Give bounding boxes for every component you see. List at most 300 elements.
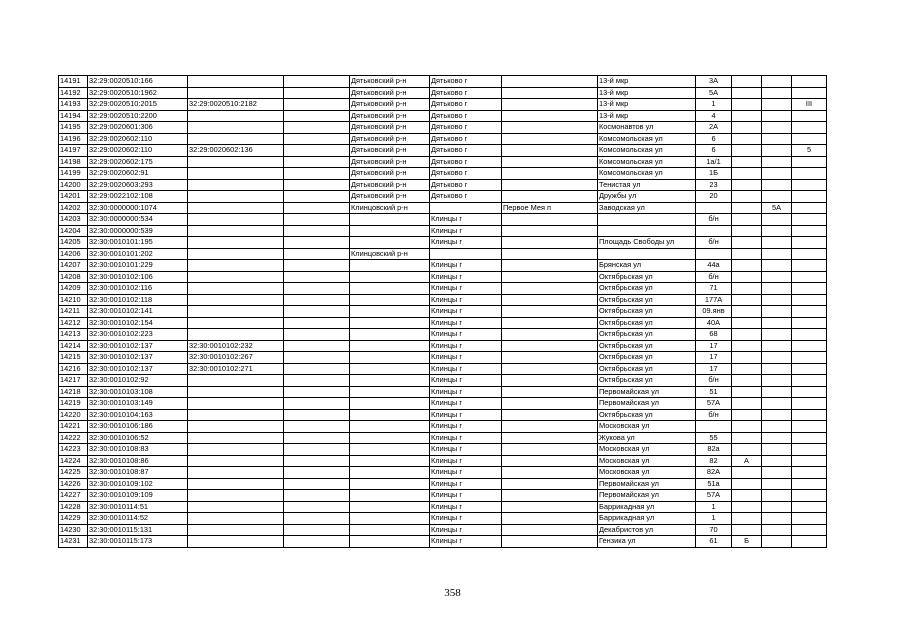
table-cell (502, 87, 598, 99)
table-cell (732, 467, 762, 479)
table-cell (284, 340, 350, 352)
table-cell (284, 122, 350, 134)
table-cell (284, 478, 350, 490)
table-cell (188, 76, 284, 88)
table-cell: 32:30:0000000:534 (88, 214, 188, 226)
table-row (59, 225, 827, 237)
table-cell (188, 202, 284, 214)
table-cell (350, 225, 430, 237)
table-cell: Комсомольская ул (598, 168, 696, 180)
table-cell (188, 329, 284, 341)
table-cell (284, 283, 350, 295)
table-row (59, 317, 827, 329)
table-cell: 57А (696, 398, 732, 410)
table-cell (732, 202, 762, 214)
table-cell: б/н (696, 271, 732, 283)
table-cell (502, 398, 598, 410)
table-cell: 14209 (59, 283, 88, 295)
table-cell (598, 248, 696, 260)
table-cell: 32:29:0020602:136 (188, 145, 284, 157)
table-cell (284, 363, 350, 375)
table-cell (502, 536, 598, 548)
table-cell (502, 363, 598, 375)
table-cell (762, 271, 792, 283)
table-cell (696, 421, 732, 433)
table-cell (188, 271, 284, 283)
table-cell: 32:30:0010102:271 (188, 363, 284, 375)
table-cell (792, 340, 827, 352)
table-cell (188, 409, 284, 421)
table-cell: Клинцы г (430, 432, 502, 444)
table-cell (502, 271, 598, 283)
table-cell (284, 490, 350, 502)
table-cell (350, 455, 430, 467)
table-cell: Баррикадная ул (598, 501, 696, 513)
cadastral-table (58, 75, 827, 548)
table-cell: 1 (696, 99, 732, 111)
table-cell (284, 168, 350, 180)
table-cell (696, 225, 732, 237)
table-cell (792, 156, 827, 168)
table-cell (792, 490, 827, 502)
table-cell: Клинцы г (430, 536, 502, 548)
table-cell (732, 352, 762, 364)
table-cell (188, 490, 284, 502)
table-cell (350, 237, 430, 249)
table-row (59, 432, 827, 444)
table-cell: 32:30:0010114:51 (88, 501, 188, 513)
table-cell (188, 283, 284, 295)
table-cell (284, 214, 350, 226)
table-cell: 14194 (59, 110, 88, 122)
table-cell: Тенистая ул (598, 179, 696, 191)
table-cell: 6 (696, 133, 732, 145)
table-cell (732, 168, 762, 180)
table-cell: 14228 (59, 501, 88, 513)
table-cell (350, 375, 430, 387)
table-cell: 14224 (59, 455, 88, 467)
table-cell (792, 421, 827, 433)
table-cell (284, 536, 350, 548)
table-cell: 32:29:0020603:293 (88, 179, 188, 191)
table-cell (188, 87, 284, 99)
table-cell: 32:29:0020602:91 (88, 168, 188, 180)
table-cell (350, 386, 430, 398)
table-cell: Клинцовский р-н (350, 202, 430, 214)
table-cell: 32:30:0010115:131 (88, 524, 188, 536)
table-cell (792, 352, 827, 364)
table-cell: Дятьковский р-н (350, 76, 430, 88)
table-cell (284, 444, 350, 456)
table-cell: 3А (696, 76, 732, 88)
table-cell (762, 133, 792, 145)
table-cell: 14210 (59, 294, 88, 306)
table-cell: Дятьково г (430, 133, 502, 145)
table-cell: Клинцы г (430, 260, 502, 272)
table-cell (188, 248, 284, 260)
table-cell (502, 225, 598, 237)
table-cell (792, 317, 827, 329)
table-cell (762, 352, 792, 364)
table-cell (732, 99, 762, 111)
table-cell: Клинцы г (430, 455, 502, 467)
table-cell (284, 191, 350, 203)
table-cell (792, 271, 827, 283)
table-cell (762, 214, 792, 226)
table-cell: 55 (696, 432, 732, 444)
table-cell: 14201 (59, 191, 88, 203)
table-cell (188, 122, 284, 134)
table-cell (792, 524, 827, 536)
table-cell: Клинцы г (430, 271, 502, 283)
table-cell (350, 271, 430, 283)
table-cell (762, 490, 792, 502)
table-cell: Гензика ул (598, 536, 696, 548)
table-cell (792, 87, 827, 99)
table-cell (350, 409, 430, 421)
table-cell: Дятьково г (430, 179, 502, 191)
table-cell: Октябрьская ул (598, 363, 696, 375)
table-cell (284, 409, 350, 421)
table-cell (502, 306, 598, 318)
table-cell (284, 501, 350, 513)
table-cell (732, 501, 762, 513)
table-cell (732, 133, 762, 145)
table-cell: 14200 (59, 179, 88, 191)
table-cell (502, 455, 598, 467)
table-row (59, 99, 827, 111)
table-cell: 32:30:0000000:539 (88, 225, 188, 237)
table-cell: 14218 (59, 386, 88, 398)
table-cell: 5А (696, 87, 732, 99)
table-cell: 32:30:0010108:83 (88, 444, 188, 456)
table-cell: Клинцы г (430, 421, 502, 433)
table-cell: Клинцы г (430, 237, 502, 249)
table-cell (502, 294, 598, 306)
table-cell: 14195 (59, 122, 88, 134)
table-row (59, 179, 827, 191)
table-cell (792, 329, 827, 341)
table-cell (350, 260, 430, 272)
table-cell: 32:30:0010102:137 (88, 363, 188, 375)
table-cell: Клинцы г (430, 501, 502, 513)
table-cell: Октябрьская ул (598, 271, 696, 283)
table-cell (792, 444, 827, 456)
table-cell (792, 214, 827, 226)
table-cell: 32:30:0010101:229 (88, 260, 188, 272)
table-cell: Дятьковский р-н (350, 110, 430, 122)
table-cell (762, 283, 792, 295)
table-cell (350, 294, 430, 306)
table-cell (732, 317, 762, 329)
table-cell (792, 409, 827, 421)
table-cell: 32:29:0020510:2182 (188, 99, 284, 111)
table-cell (188, 260, 284, 272)
table-cell (792, 386, 827, 398)
table-row (59, 191, 827, 203)
table-cell: 32:30:0010109:109 (88, 490, 188, 502)
table-cell (732, 179, 762, 191)
table-cell (762, 536, 792, 548)
table-cell: Клинцы г (430, 363, 502, 375)
table-cell: 32:30:0010102:141 (88, 306, 188, 318)
table-cell: Клинцы г (430, 340, 502, 352)
table-cell (284, 202, 350, 214)
table-cell: 14192 (59, 87, 88, 99)
table-cell (732, 490, 762, 502)
table-cell (350, 490, 430, 502)
table-cell (350, 329, 430, 341)
table-cell (188, 110, 284, 122)
table-cell (350, 524, 430, 536)
table-cell (732, 225, 762, 237)
table-cell (792, 398, 827, 410)
table-cell (792, 283, 827, 295)
table-cell: Дятьково г (430, 110, 502, 122)
table-cell (732, 306, 762, 318)
table-cell: Дятьковский р-н (350, 122, 430, 134)
table-cell (188, 513, 284, 525)
table-cell (350, 283, 430, 295)
table-cell: 71 (696, 283, 732, 295)
table-cell: 51 (696, 386, 732, 398)
table-cell (792, 260, 827, 272)
table-cell (284, 110, 350, 122)
table-cell: Дятьково г (430, 76, 502, 88)
table-cell: 14220 (59, 409, 88, 421)
table-cell: Дятьковский р-н (350, 168, 430, 180)
table-cell: 14208 (59, 271, 88, 283)
table-cell (502, 375, 598, 387)
table-cell: Октябрьская ул (598, 375, 696, 387)
table-cell (762, 317, 792, 329)
table-cell (792, 467, 827, 479)
table-row (59, 524, 827, 536)
table-row (59, 421, 827, 433)
table-cell (762, 329, 792, 341)
table-cell (284, 329, 350, 341)
table-row (59, 145, 827, 157)
table-cell (284, 179, 350, 191)
table-cell (284, 513, 350, 525)
table-cell (792, 133, 827, 145)
table-cell (732, 191, 762, 203)
table-cell (732, 421, 762, 433)
table-cell (350, 501, 430, 513)
table-row (59, 87, 827, 99)
table-cell: 32:30:0010101:202 (88, 248, 188, 260)
table-cell: 32:30:0010115:173 (88, 536, 188, 548)
table-cell: Октябрьская ул (598, 294, 696, 306)
table-cell (502, 122, 598, 134)
table-cell (598, 214, 696, 226)
table-row (59, 386, 827, 398)
table-cell: 32:30:0010102:223 (88, 329, 188, 341)
table-cell (284, 421, 350, 433)
table-cell (284, 375, 350, 387)
table-cell (502, 248, 598, 260)
table-cell: 23 (696, 179, 732, 191)
table-cell (350, 467, 430, 479)
table-cell (284, 306, 350, 318)
table-row (59, 455, 827, 467)
table-cell (762, 179, 792, 191)
table-cell (350, 536, 430, 548)
table-cell: 32:30:0010103:149 (88, 398, 188, 410)
table-cell (350, 421, 430, 433)
table-cell (792, 225, 827, 237)
table-cell: Клинцы г (430, 214, 502, 226)
table-cell (792, 122, 827, 134)
table-cell: Дятьково г (430, 145, 502, 157)
table-cell: Октябрьская ул (598, 409, 696, 421)
table-cell: 14198 (59, 156, 88, 168)
table-cell: Клинцы г (430, 409, 502, 421)
table-cell (762, 398, 792, 410)
table-cell: Клинцы г (430, 513, 502, 525)
table-row (59, 294, 827, 306)
table-cell: 14214 (59, 340, 88, 352)
table-cell: 82 (696, 455, 732, 467)
table-cell: Клинцы г (430, 306, 502, 318)
table-cell (762, 237, 792, 249)
table-cell: 14216 (59, 363, 88, 375)
table-cell (762, 363, 792, 375)
table-row (59, 329, 827, 341)
table-cell (284, 294, 350, 306)
table-cell: 14223 (59, 444, 88, 456)
table-cell: 32:30:0010101:195 (88, 237, 188, 249)
table-cell (792, 375, 827, 387)
table-cell (188, 306, 284, 318)
table-row (59, 398, 827, 410)
table-cell (792, 179, 827, 191)
table-cell (732, 294, 762, 306)
table-cell (188, 375, 284, 387)
table-cell: 32:30:0010102:116 (88, 283, 188, 295)
table-cell (732, 271, 762, 283)
table-cell (502, 513, 598, 525)
table-cell (350, 398, 430, 410)
table-cell: 6 (696, 145, 732, 157)
table-cell (732, 409, 762, 421)
table-cell: 14199 (59, 168, 88, 180)
table-cell (284, 455, 350, 467)
table-cell: Первое Мея п (502, 202, 598, 214)
table-cell (762, 99, 792, 111)
table-cell: 32:30:0010114:52 (88, 513, 188, 525)
table-cell (502, 133, 598, 145)
table-cell: б/н (696, 409, 732, 421)
table-row (59, 271, 827, 283)
table-cell: 13-й мкр (598, 99, 696, 111)
table-cell: 14229 (59, 513, 88, 525)
table-cell: 14231 (59, 536, 88, 548)
table-row (59, 375, 827, 387)
table-cell (792, 432, 827, 444)
table-cell: 14227 (59, 490, 88, 502)
table-cell (502, 168, 598, 180)
table-cell (792, 294, 827, 306)
table-cell (762, 478, 792, 490)
table-cell: Клинцы г (430, 329, 502, 341)
table-cell (792, 306, 827, 318)
table-row (59, 202, 827, 214)
table-cell (188, 179, 284, 191)
table-cell (762, 110, 792, 122)
table-cell (598, 225, 696, 237)
page-number: 358 (444, 587, 461, 599)
table-cell (430, 202, 502, 214)
table-cell (762, 467, 792, 479)
table-cell (732, 375, 762, 387)
table-cell: Клинцы г (430, 225, 502, 237)
table-cell: Первомайская ул (598, 490, 696, 502)
table-cell: 32:30:0010102:92 (88, 375, 188, 387)
table-cell: Московская ул (598, 467, 696, 479)
table-cell: 17 (696, 340, 732, 352)
table-cell (284, 524, 350, 536)
table-cell: Клинцы г (430, 352, 502, 364)
table-row (59, 467, 827, 479)
table-cell: 32:29:0020602:110 (88, 133, 188, 145)
table-cell (762, 145, 792, 157)
table-cell (502, 237, 598, 249)
table-row (59, 444, 827, 456)
table-row (59, 306, 827, 318)
table-cell: Октябрьская ул (598, 340, 696, 352)
table-cell: 14205 (59, 237, 88, 249)
table-cell: Дятьково г (430, 156, 502, 168)
table-cell (284, 237, 350, 249)
table-row (59, 260, 827, 272)
table-cell (792, 248, 827, 260)
table-cell (502, 260, 598, 272)
table-cell (732, 340, 762, 352)
table-cell: 20 (696, 191, 732, 203)
table-cell: б/н (696, 214, 732, 226)
table-cell (696, 248, 732, 260)
table-cell: Октябрьская ул (598, 306, 696, 318)
table-row (59, 340, 827, 352)
table-cell: 14212 (59, 317, 88, 329)
table-cell: 14225 (59, 467, 88, 479)
table-cell (502, 329, 598, 341)
table-row (59, 248, 827, 260)
table-cell: Дружбы ул (598, 191, 696, 203)
table-cell: Дятьковский р-н (350, 99, 430, 111)
table-cell: 32:29:0020510:166 (88, 76, 188, 88)
table-cell (188, 536, 284, 548)
table-cell: 32:30:0010109:102 (88, 478, 188, 490)
table-cell: 32:29:0020510:1962 (88, 87, 188, 99)
table-cell (732, 524, 762, 536)
table-cell (762, 156, 792, 168)
table-cell (350, 214, 430, 226)
table-cell (762, 432, 792, 444)
table-cell (762, 501, 792, 513)
table-row (59, 168, 827, 180)
table-cell (188, 191, 284, 203)
table-cell (188, 225, 284, 237)
table-cell: 14193 (59, 99, 88, 111)
table-cell: 32:30:0010102:106 (88, 271, 188, 283)
table-cell (284, 156, 350, 168)
table-cell: 4 (696, 110, 732, 122)
table-cell (350, 432, 430, 444)
table-row (59, 363, 827, 375)
table-cell (502, 99, 598, 111)
